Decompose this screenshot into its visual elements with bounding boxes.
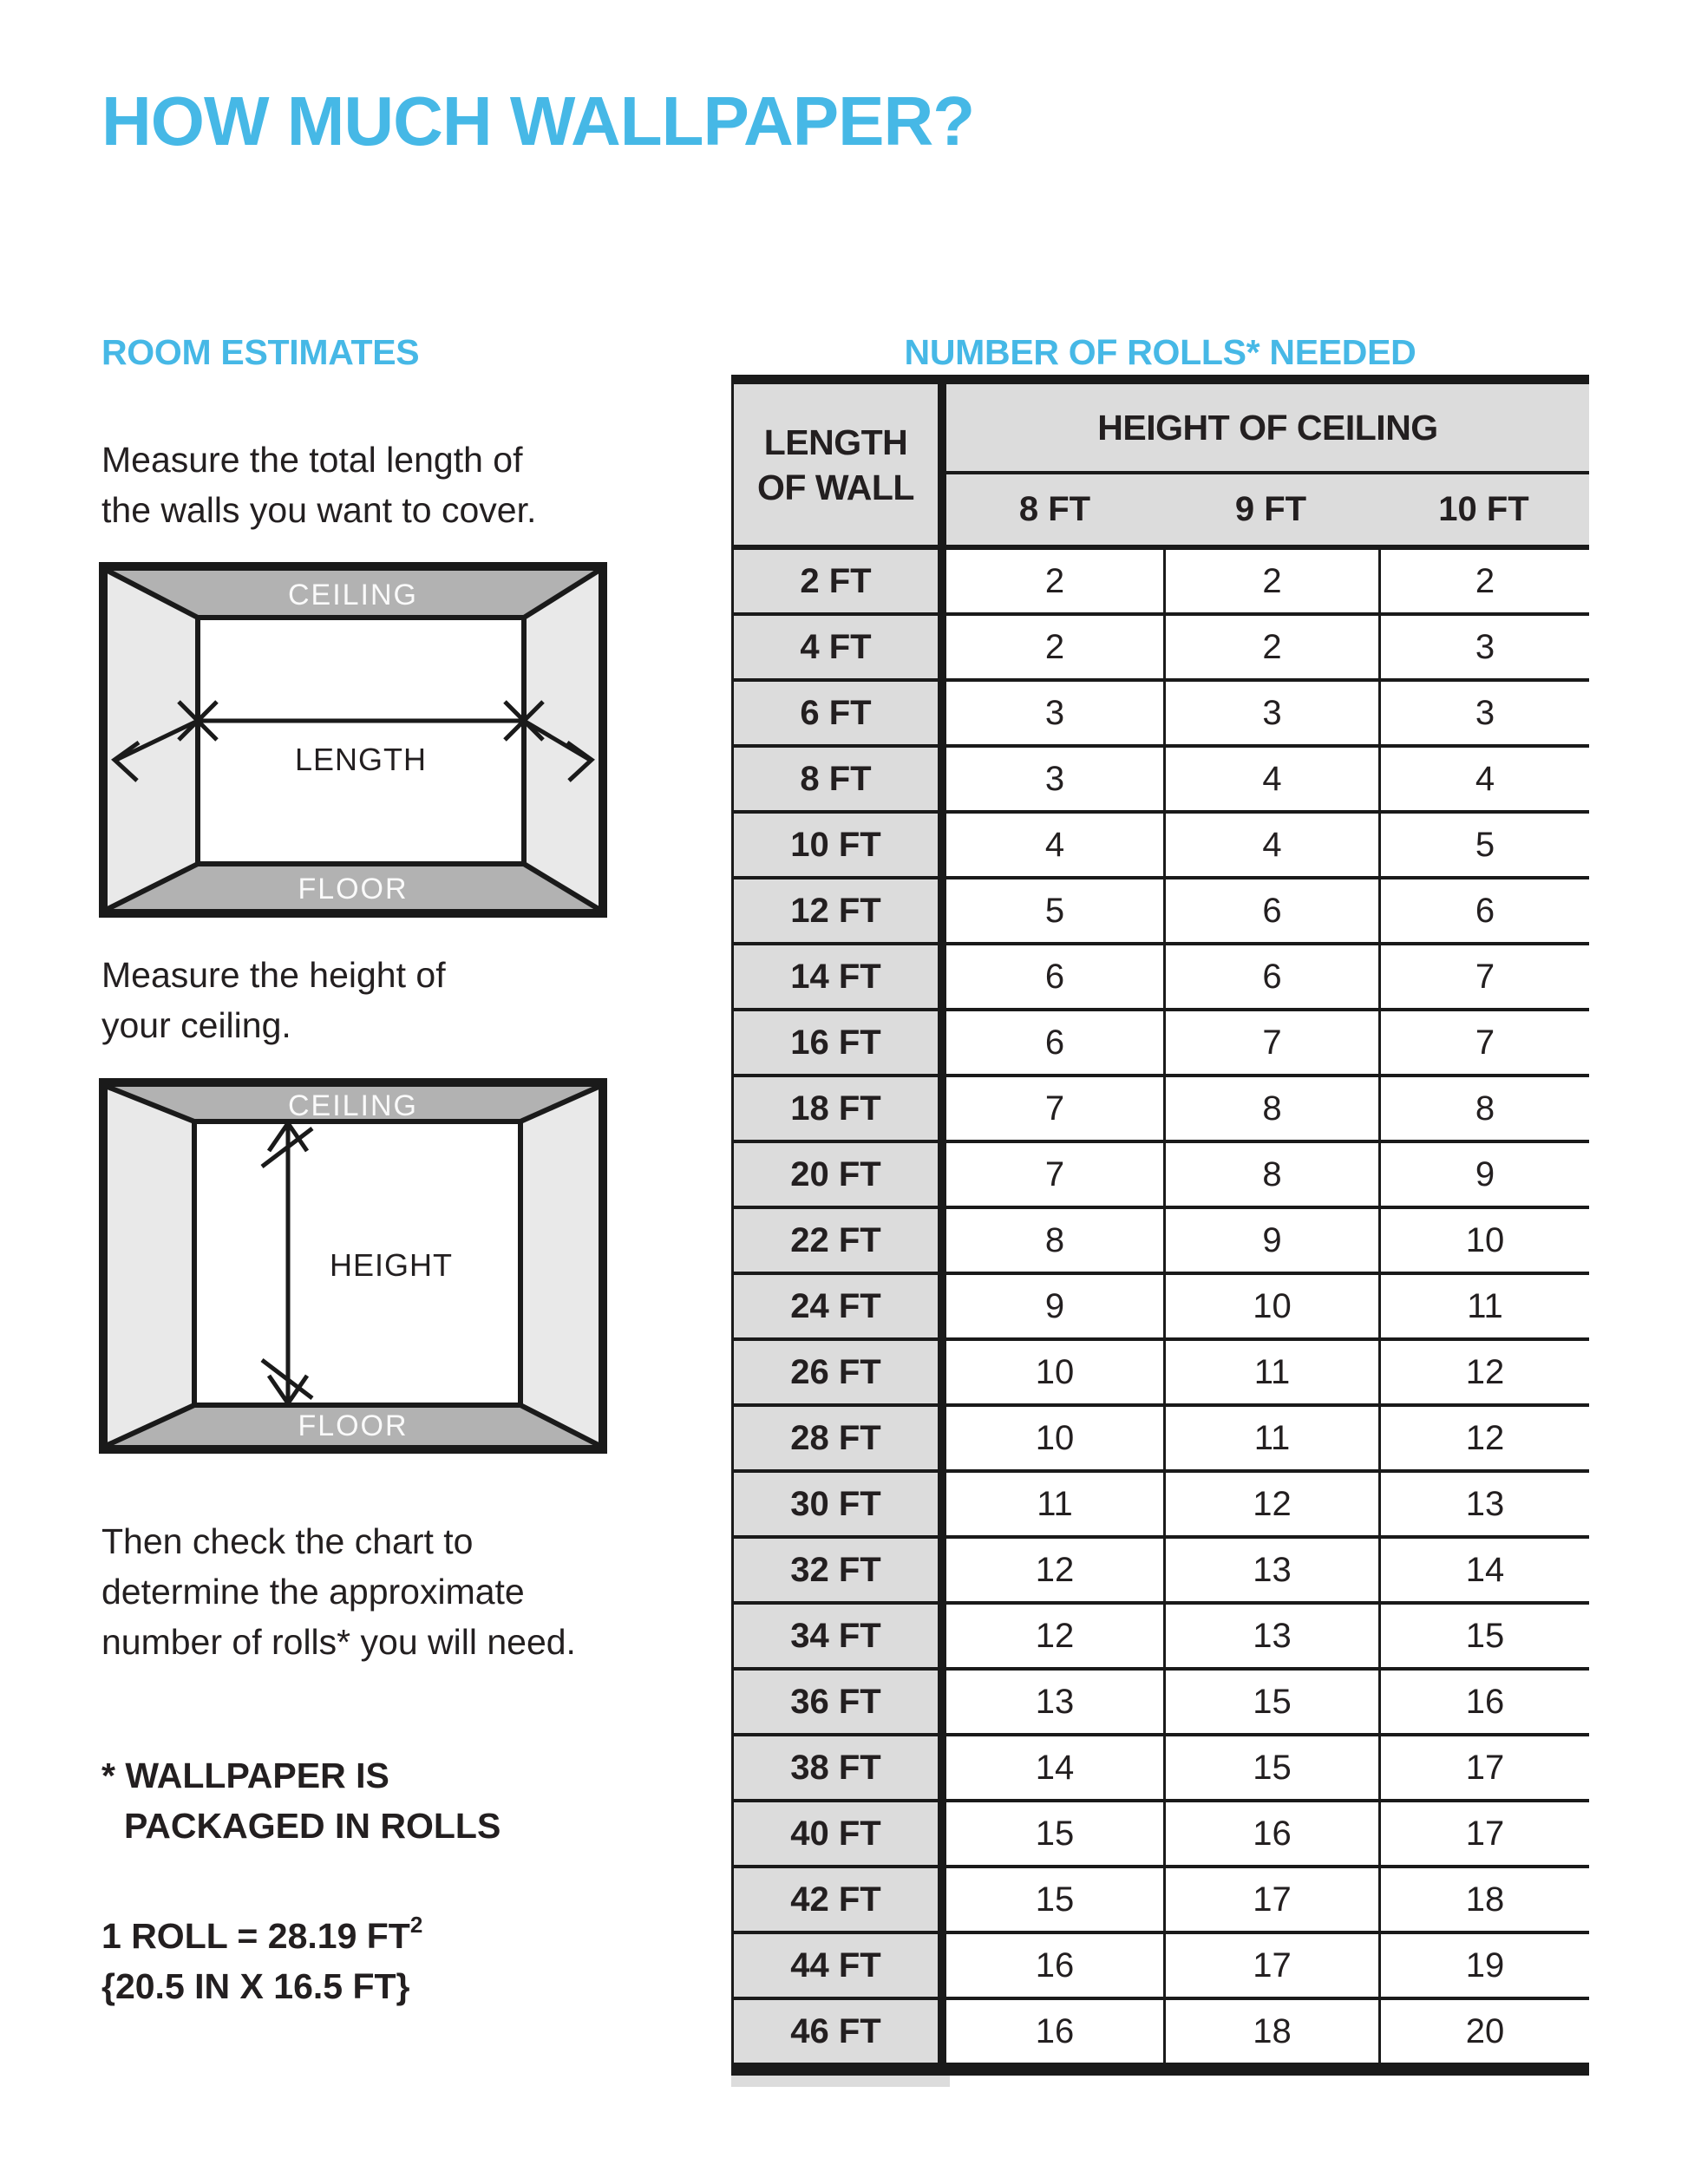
paragraph-line: determine the approximate xyxy=(101,1572,525,1612)
roll-count-cell: 9 xyxy=(1163,1209,1378,1272)
room-estimates-heading: ROOM ESTIMATES xyxy=(101,332,420,372)
roll-count-cell: 8 xyxy=(1378,1077,1589,1140)
roll-count-cell: 10 xyxy=(946,1407,1163,1469)
roll-count-cell: 18 xyxy=(1163,2000,1378,2063)
row-label: 30 FT xyxy=(731,1473,946,1535)
roll-count-cell: 12 xyxy=(1378,1341,1589,1403)
row-label: 24 FT xyxy=(731,1275,946,1337)
row-label: 38 FT xyxy=(731,1736,946,1799)
roll-count-cell: 10 xyxy=(1378,1209,1589,1272)
table-row xyxy=(731,1934,1589,2000)
table-row xyxy=(731,1143,1589,1209)
row-label: 36 FT xyxy=(731,1671,946,1733)
roll-count-cell: 17 xyxy=(1163,1868,1378,1931)
roll-count-cell: 15 xyxy=(946,1802,1163,1865)
roll-count-cell: 2 xyxy=(946,616,1163,678)
table-row xyxy=(731,1605,1589,1671)
roll-count-cell: 17 xyxy=(1378,1802,1589,1865)
row-label: 4 FT xyxy=(731,616,946,678)
roll-count-cell: 7 xyxy=(946,1077,1163,1140)
roll-count-cell: 10 xyxy=(946,1341,1163,1403)
roll-count-cell: 11 xyxy=(1163,1407,1378,1469)
roll-count-cell: 8 xyxy=(1163,1143,1378,1206)
roll-count-cell: 16 xyxy=(1163,1802,1378,1865)
roll-count-cell: 20 xyxy=(1378,2000,1589,2063)
roll-count-cell: 13 xyxy=(946,1671,1163,1733)
rolls-table-rows xyxy=(731,550,1589,2066)
roll-count-cell: 13 xyxy=(1378,1473,1589,1535)
roll-count-cell: 7 xyxy=(1378,945,1589,1008)
roll-count-cell: 2 xyxy=(946,550,1163,612)
roll-count-cell: 5 xyxy=(946,879,1163,942)
paragraph-check-chart xyxy=(101,1516,576,1667)
row-label: 28 FT xyxy=(731,1407,946,1469)
page-title: HOW MUCH WALLPAPER? xyxy=(101,82,975,160)
row-label: 6 FT xyxy=(731,682,946,744)
row-label: 10 FT xyxy=(731,814,946,876)
table-row xyxy=(731,1539,1589,1605)
roll-count-cell: 15 xyxy=(1163,1671,1378,1733)
table-row xyxy=(731,1209,1589,1275)
row-label: 8 FT xyxy=(731,748,946,810)
table-row xyxy=(731,1671,1589,1736)
paragraph-measure-length xyxy=(101,435,536,535)
left-wall-face xyxy=(108,571,198,909)
table-row xyxy=(731,1341,1589,1407)
floor-label: FLOOR xyxy=(298,1409,409,1442)
roll-count-cell: 3 xyxy=(1378,682,1589,744)
table-top-bar xyxy=(731,375,1589,384)
row-label: 44 FT xyxy=(731,1934,946,1997)
roll-count-cell: 14 xyxy=(946,1736,1163,1799)
table-row xyxy=(731,1802,1589,1868)
length-label: LENGTH xyxy=(294,742,428,777)
row-label: 20 FT xyxy=(731,1143,946,1206)
row-label: 16 FT xyxy=(731,1011,946,1074)
roll-count-cell: 12 xyxy=(1163,1473,1378,1535)
back-wall-face xyxy=(198,618,524,864)
rolls-footnote xyxy=(101,1750,501,1851)
paragraph-line: the walls you want to cover. xyxy=(101,490,537,530)
row-label: 14 FT xyxy=(731,945,946,1008)
row-label: 18 FT xyxy=(731,1077,946,1140)
col-header-8ft: 8 FT xyxy=(1018,490,1091,528)
paragraph-measure-height xyxy=(101,950,446,1050)
row-label: 12 FT xyxy=(731,879,946,942)
table-bottom-bar xyxy=(731,2066,1589,2076)
roll-size-info xyxy=(101,1900,422,2011)
roll-count-cell: 6 xyxy=(946,1011,1163,1074)
paragraph-line: Then check the chart to xyxy=(101,1521,474,1561)
roll-count-cell: 4 xyxy=(1378,748,1589,810)
room-diagram-length xyxy=(99,562,607,918)
row-label: 26 FT xyxy=(731,1341,946,1403)
table-row xyxy=(731,1736,1589,1802)
roll-count-cell: 7 xyxy=(946,1143,1163,1206)
paragraph-line: Measure the total length of xyxy=(101,440,523,480)
col-header-10ft: 10 FT xyxy=(1438,490,1529,528)
row-label: 40 FT xyxy=(731,1802,946,1865)
roll-count-cell: 15 xyxy=(1163,1736,1378,1799)
header-line: OF WALL xyxy=(757,467,914,507)
table-row xyxy=(731,2000,1589,2066)
roll-count-cell: 8 xyxy=(946,1209,1163,1272)
footnote-line: * WALLPAPER IS xyxy=(101,1756,389,1795)
roll-count-cell: 6 xyxy=(1163,945,1378,1008)
roll-count-cell: 11 xyxy=(1163,1341,1378,1403)
roll-count-cell: 2 xyxy=(1378,550,1589,612)
roll-count-cell: 7 xyxy=(1163,1011,1378,1074)
roll-count-cell: 7 xyxy=(1378,1011,1589,1074)
roll-count-cell: 19 xyxy=(1378,1934,1589,1997)
roll-count-cell: 16 xyxy=(946,2000,1163,2063)
floor-label: FLOOR xyxy=(298,873,409,906)
table-row xyxy=(731,616,1589,682)
table-row xyxy=(731,1077,1589,1143)
row-label: 46 FT xyxy=(731,2000,946,2063)
roll-count-cell: 10 xyxy=(1163,1275,1378,1337)
roll-count-cell: 6 xyxy=(1378,879,1589,942)
row-label: 34 FT xyxy=(731,1605,946,1667)
row-label: 22 FT xyxy=(731,1209,946,1272)
roll-count-cell: 13 xyxy=(1163,1605,1378,1667)
roll-count-cell: 12 xyxy=(1378,1407,1589,1469)
table-row xyxy=(731,814,1589,879)
roll-count-cell: 2 xyxy=(1163,616,1378,678)
header-line: LENGTH xyxy=(763,422,908,462)
table-row xyxy=(731,1868,1589,1934)
ceiling-label: CEILING xyxy=(287,1089,419,1122)
table-row xyxy=(731,1275,1589,1341)
table-row xyxy=(731,879,1589,945)
row-label: 32 FT xyxy=(731,1539,946,1601)
right-wall-face xyxy=(524,571,599,909)
roll-count-cell: 9 xyxy=(946,1275,1163,1337)
row-label: 42 FT xyxy=(731,1868,946,1931)
col-header-9ft: 9 FT xyxy=(1234,490,1307,528)
footnote-line: PACKAGED IN ROLLS xyxy=(124,1806,501,1846)
roll-count-cell: 4 xyxy=(1163,814,1378,876)
table-row xyxy=(731,682,1589,748)
room-diagram-height xyxy=(99,1078,607,1454)
ceiling-label: CEILING xyxy=(287,579,419,611)
roll-count-cell: 16 xyxy=(946,1934,1163,1997)
roll-count-cell: 17 xyxy=(1163,1934,1378,1997)
rolls-table xyxy=(731,375,1589,2087)
rolls-needed-heading: NUMBER OF ROLLS* NEEDED xyxy=(904,332,1416,372)
table-row xyxy=(731,550,1589,616)
ceiling-height-columns xyxy=(946,474,1589,545)
left-wall-face xyxy=(108,1087,194,1445)
roll-count-cell: 2 xyxy=(1163,550,1378,612)
roll-equation: 1 ROLL = 28.19 $FT^2$ xyxy=(101,1912,423,1956)
table-row xyxy=(731,945,1589,1011)
roll-count-cell: 12 xyxy=(946,1605,1163,1667)
label-column-gray-tail xyxy=(731,2076,950,2087)
ceiling-header-group xyxy=(946,384,1589,545)
roll-count-cell: 16 xyxy=(1378,1671,1589,1733)
superscript-2: 2 xyxy=(409,1912,423,1938)
roll-count-cell: 8 xyxy=(1163,1077,1378,1140)
roll-count-cell: 17 xyxy=(1378,1736,1589,1799)
roll-count-cell: 18 xyxy=(1378,1868,1589,1931)
row-label: 2 FT xyxy=(731,550,946,612)
roll-count-cell: 3 xyxy=(946,748,1163,810)
roll-count-cell: 3 xyxy=(1163,682,1378,744)
roll-count-cell: 6 xyxy=(1163,879,1378,942)
roll-count-cell: 9 xyxy=(1378,1143,1589,1206)
roll-count-cell: 15 xyxy=(1378,1605,1589,1667)
roll-count-cell: 4 xyxy=(1163,748,1378,810)
roll-count-cell: 13 xyxy=(1163,1539,1378,1601)
height-of-ceiling-header-cell: HEIGHT OF CEILING xyxy=(946,384,1589,474)
table-row xyxy=(731,748,1589,814)
roll-count-cell: 6 xyxy=(946,945,1163,1008)
paragraph-line: Measure the height of xyxy=(101,955,446,995)
roll-count-cell: 3 xyxy=(1378,616,1589,678)
table-row xyxy=(731,1011,1589,1077)
table-row xyxy=(731,1407,1589,1473)
height-label: HEIGHT xyxy=(330,1247,454,1283)
roll-dimensions: {20.5 IN X 16.5 FT} xyxy=(101,1966,410,2006)
paragraph-line: number of rolls* you will need. xyxy=(101,1622,576,1662)
table-header xyxy=(731,384,1589,550)
roll-count-cell: 12 xyxy=(946,1539,1163,1601)
roll-count-cell: 5 xyxy=(1378,814,1589,876)
right-wall-face xyxy=(520,1087,599,1445)
roll-count-cell: 15 xyxy=(946,1868,1163,1931)
table-row xyxy=(731,1473,1589,1539)
paragraph-line: your ceiling. xyxy=(101,1005,291,1045)
roll-count-cell: 11 xyxy=(1378,1275,1589,1337)
roll-count-cell: 4 xyxy=(946,814,1163,876)
length-of-wall-header-cell xyxy=(731,384,946,545)
roll-count-cell: 14 xyxy=(1378,1539,1589,1601)
roll-count-cell: 3 xyxy=(946,682,1163,744)
roll-count-cell: 11 xyxy=(946,1473,1163,1535)
